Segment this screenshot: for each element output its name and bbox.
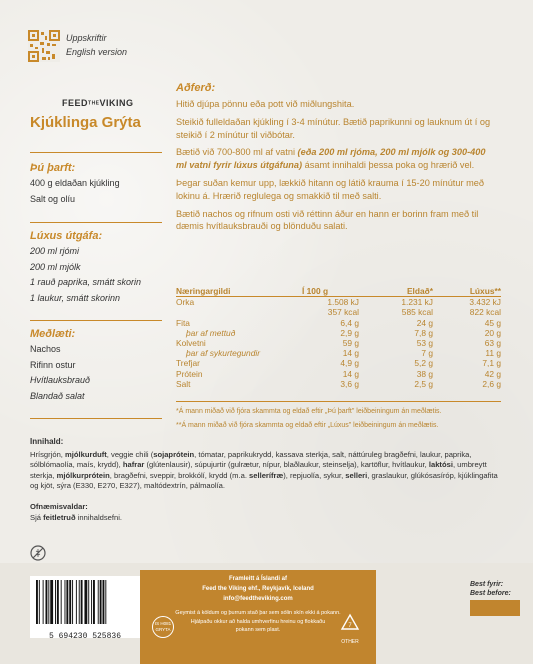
nutrition-row bbox=[176, 307, 501, 317]
barcode-bars bbox=[30, 576, 140, 626]
brand-logo: FEEDTHEVIKING bbox=[62, 98, 134, 108]
sides-item: Rifinn ostur bbox=[30, 359, 76, 370]
nutrient-value: 5,2 g bbox=[414, 358, 433, 369]
allergy-text: Sjá feitletruð innihaldsefni. bbox=[30, 512, 123, 522]
luxus-item: 1 laukur, smátt skorinn bbox=[30, 292, 121, 303]
sides-item: Blandað salat bbox=[30, 390, 85, 401]
nutrition-row bbox=[176, 379, 501, 389]
nutrient-label: Salt bbox=[176, 378, 191, 389]
recipe-links bbox=[66, 31, 127, 59]
method-step-1: Hitið djúpa pönnu eða pott við miðlungshita. bbox=[176, 99, 355, 109]
email-link[interactable]: info@feedtheviking.com bbox=[223, 596, 293, 602]
nutrient-value: 53 g bbox=[416, 338, 433, 349]
nutrient-label: Fita bbox=[176, 317, 190, 328]
method-step-5: Bætið nachos og rifnum osti við réttinn áður en hann er borinn fram með til dæmis hvítlauksbrauði og blönduðu salati. bbox=[176, 208, 479, 232]
nutrition-header: Lúxus** bbox=[433, 286, 501, 297]
ingredient-text: , bragðefni, sveppir, brokkólí, krydd (m.a. bbox=[109, 470, 250, 480]
recycle-note: Hjálpaðu okkur að halda umhverfinu hreinu og flokkaðu pokann sem plast. bbox=[190, 619, 326, 633]
nutrient-value: 1.231 kJ bbox=[401, 297, 433, 308]
nutrient-value: 20 g bbox=[484, 327, 501, 338]
english-version-link[interactable]: English version bbox=[66, 47, 128, 57]
nutrient-value: 4,9 g bbox=[340, 358, 359, 369]
recipes-link[interactable]: Uppskriftir bbox=[66, 33, 107, 43]
nutrient-value: 38 g bbox=[416, 368, 433, 379]
nutrient-value: 3.432 kJ bbox=[469, 297, 501, 308]
luxus-item: 1 rauð paprika, smátt skorin bbox=[30, 277, 142, 287]
producer-box bbox=[140, 570, 376, 664]
sides-section bbox=[30, 328, 180, 404]
nutrient-label: Prótein bbox=[176, 368, 203, 379]
you-need-heading: Þú þarft: bbox=[30, 162, 76, 174]
ingredients-heading: Innihald: bbox=[30, 437, 64, 446]
nutrient-value: 24 g bbox=[416, 317, 433, 328]
product-title: Kjúklinga Grýta bbox=[30, 114, 141, 131]
best-before-en: Best before: bbox=[470, 590, 511, 597]
divider bbox=[30, 320, 162, 321]
nutrient-label: þar af mettuð bbox=[186, 327, 236, 338]
nutrient-value: 822 kcal bbox=[469, 307, 501, 318]
allergen: mjólkurprótein bbox=[56, 470, 110, 480]
nutrition-row bbox=[176, 328, 501, 338]
nutrition-row bbox=[176, 318, 501, 328]
date-box bbox=[470, 600, 520, 616]
method-heading: Aðferð: bbox=[176, 82, 216, 94]
allergen: sojaprótein bbox=[153, 449, 195, 459]
allergen: laktósi bbox=[428, 460, 453, 470]
nutrient-label bbox=[176, 307, 302, 317]
nutrient-value: 42 g bbox=[484, 368, 501, 379]
nutrient-value: 7,8 g bbox=[414, 327, 433, 338]
nutrient-value: 6,4 g bbox=[340, 317, 359, 328]
sides-item: Hvítlauksbrauð bbox=[30, 375, 91, 385]
nutrition-row bbox=[176, 358, 501, 368]
gluten-free-icon bbox=[30, 545, 46, 561]
qr-code[interactable] bbox=[28, 30, 60, 62]
nutrition-header-row bbox=[176, 286, 501, 297]
allergen: hafrar bbox=[122, 460, 145, 470]
nutrition-row bbox=[176, 297, 501, 308]
nutrition-divider bbox=[176, 401, 501, 402]
nutrient-value: 357 kcal bbox=[327, 307, 359, 318]
title-divider bbox=[30, 152, 162, 153]
nutrition-table bbox=[176, 286, 501, 389]
nutrient-value: 1.508 kJ bbox=[327, 297, 359, 308]
nutrient-value: 7 g bbox=[421, 348, 433, 359]
nutrient-label: Kolvetni bbox=[176, 338, 206, 349]
allergen: selleri bbox=[345, 470, 368, 480]
nutrition-footnotes bbox=[176, 406, 506, 431]
nutrition-header: Næringargildi bbox=[176, 286, 302, 297]
nutrient-value: 7,1 g bbox=[482, 358, 501, 369]
nutrition-header: Í 100 g bbox=[302, 286, 359, 297]
ingredient-text: Hrísgrjón, bbox=[30, 449, 66, 459]
nutrient-label: Orka bbox=[176, 297, 195, 308]
ingredient-text: (glútenlausir), súpujurtir (gulrætur, nípur, blaðlaukur, steinselja), kartöflur, hvítlaukur, bbox=[144, 460, 429, 470]
nutrient-label: Trefjar bbox=[176, 358, 200, 369]
barcode bbox=[30, 576, 140, 641]
sides-item: Nachos bbox=[30, 344, 61, 354]
nutrient-value: 59 g bbox=[342, 338, 359, 349]
nutrient-value: 2,9 g bbox=[340, 327, 359, 338]
nutrient-value: 63 g bbox=[484, 338, 501, 349]
nutrition-table-container bbox=[176, 286, 501, 389]
ingredient-text: , graslaukur, glúkósasíróp, kjúklingafita og kjöt, sýra (E330, E270, E327), maltódextrín, pálmaolía. bbox=[30, 470, 498, 491]
recycle-icon bbox=[336, 612, 364, 645]
nutrition-row bbox=[176, 338, 501, 348]
method-step-2: Steikið fulleldaðan kjúkling í 3-4 mínútur. Bætið paprikunni og lauknum út í og steikið í 2 mínútur til viðbótar. bbox=[176, 116, 491, 140]
luxus-heading: Lúxus útgáfa: bbox=[30, 230, 103, 242]
allergy-heading: Ofnæmisvaldar: bbox=[30, 501, 88, 511]
ingredient-text: , tómatar, paprikukrydd, kassava sterkja, salt, náttúruleg bragðefni, laukur, paprika, sólblómaolía, maís, krydd), bbox=[30, 449, 472, 470]
divider bbox=[30, 418, 162, 419]
ingredients-text bbox=[30, 450, 508, 492]
nutrient-value: 14 g bbox=[342, 368, 359, 379]
method-section bbox=[176, 82, 498, 238]
produced-label: Framleitt á Íslandi af bbox=[228, 576, 288, 582]
ingredient-text: ), repjuolía, sykur, bbox=[283, 470, 346, 480]
luxus-item: 200 ml rjómi bbox=[30, 246, 80, 256]
allergen: sellerífræ bbox=[249, 470, 284, 480]
nutrient-value: 3,6 g bbox=[340, 378, 359, 389]
method-step-3: Bætið við 700-800 ml af vatni (eða 200 ml rjóma, 200 ml mjólk og 300-400 ml vatni fyrir lúxus útgáfuna) ásamt innihaldi þessa poka og hrærið vel. bbox=[176, 147, 486, 171]
allergen: mjólkurduft bbox=[65, 449, 107, 459]
nutrition-row bbox=[176, 369, 501, 379]
nutrient-value: 45 g bbox=[484, 317, 501, 328]
barcode-number: 5 694230 525836 bbox=[48, 632, 121, 641]
nutrition-header: Eldað* bbox=[359, 286, 433, 297]
best-before bbox=[470, 580, 511, 598]
svg-text:7: 7 bbox=[348, 623, 352, 629]
nutrient-value: 2,5 g bbox=[414, 378, 433, 389]
nutrition-row bbox=[176, 348, 501, 358]
ingredient-text: , veggie chili ( bbox=[106, 449, 154, 459]
ingredients-section bbox=[30, 437, 508, 523]
ingredient-text: , umbreytt sterkja, bbox=[30, 460, 487, 480]
method-step-4: Þegar suðan kemur upp, lækkið hitann og látið krauma í 15-20 mínútur með lokinu á. Hrærið reglulega og smakkið til með salti. bbox=[176, 177, 484, 201]
nutrient-label: þar af sykurtegundir bbox=[186, 348, 261, 359]
company-name: Feed the Viking ehf., Reykjavík, Iceland bbox=[202, 586, 314, 592]
you-need-section bbox=[30, 162, 170, 207]
footnote-1: *Á mann miðað við fjóra skammta og eldað eftir „Þú þarft" leiðbeiningum án meðlætis. bbox=[176, 408, 442, 415]
nutrient-value: 585 kcal bbox=[401, 307, 433, 318]
luxus-item: 200 ml mjólk bbox=[30, 261, 81, 272]
other-label: OTHER bbox=[341, 639, 359, 645]
you-need-item: Salt og olíu bbox=[30, 193, 76, 204]
divider bbox=[30, 222, 162, 223]
nutrient-value: 14 g bbox=[342, 348, 359, 359]
luxus-section bbox=[30, 230, 180, 306]
best-before-is: Best fyrir: bbox=[470, 581, 504, 588]
footnote-2: **Á mann miðað við fjóra skammta og eldað eftir „Lúxus" leiðbeiningum án meðlætis. bbox=[176, 422, 439, 429]
sides-heading: Meðlæti: bbox=[30, 328, 76, 340]
storage-note: Geymist á köldum og þurrum stað þar sem sólin skín ekki á pokann. bbox=[175, 610, 341, 616]
ce-mark-icon: IS H081 GRYTA bbox=[152, 616, 174, 638]
you-need-item: 400 g eldaðan kjúkling bbox=[30, 178, 120, 188]
nutrient-value: 2,6 g bbox=[482, 378, 501, 389]
nutrient-value: 11 g bbox=[485, 348, 501, 359]
